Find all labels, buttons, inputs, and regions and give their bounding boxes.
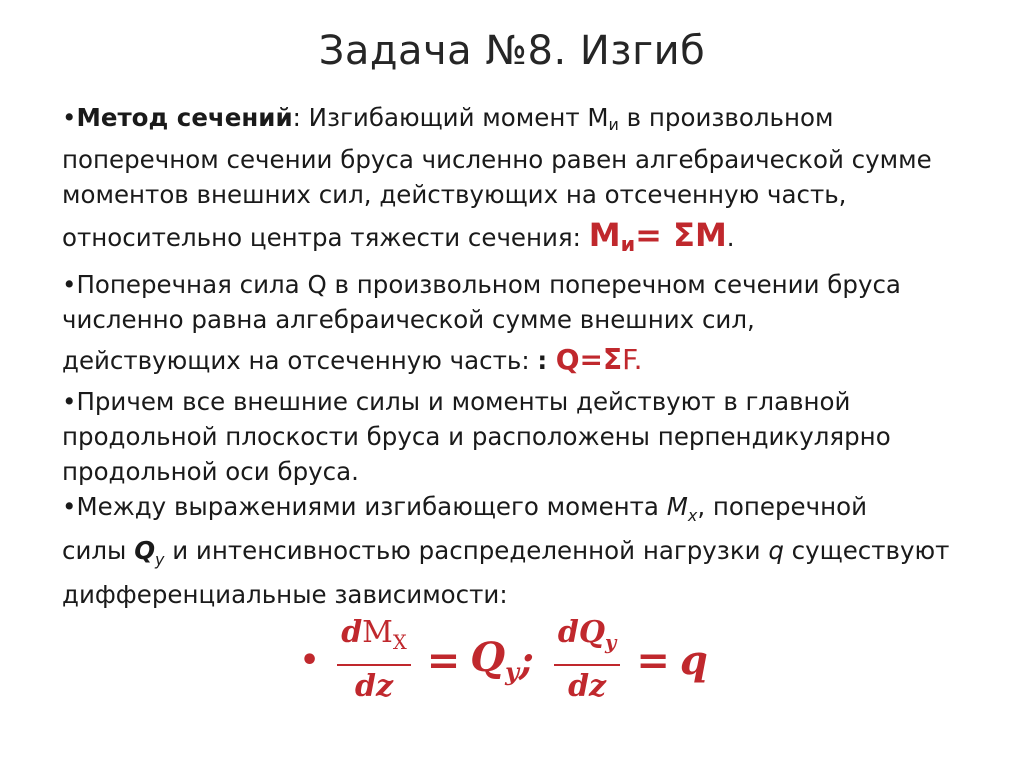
formula-m: М [588, 215, 621, 254]
formula-bullet: • [300, 642, 320, 678]
m-symbol: М [362, 615, 393, 650]
var-q-sub: y [155, 549, 165, 569]
equals-sign: = [636, 636, 670, 684]
p2-line-3 [62, 337, 982, 384]
p4-text: и интенсивностью распределенной нагрузки [164, 536, 769, 566]
colon: : [537, 346, 556, 376]
fraction-dq-dz [554, 614, 620, 706]
semicolon: ; [519, 636, 534, 684]
q-term [470, 634, 519, 686]
p1-line-2: поперечном сечении бруса численно равен алгебраической сумме [62, 144, 932, 174]
q-sub: y [505, 657, 520, 686]
p3-line-2: продольной плоскости бруса и расположены перпендикулярно [62, 422, 891, 452]
p1-line-1 [62, 100, 982, 142]
period: . [726, 222, 735, 252]
p1-text: относительно центра тяжести сечения: [62, 222, 589, 252]
method-label: Метод сечений [76, 103, 293, 132]
fraction-denominator: dz [568, 669, 607, 704]
subscript: и [608, 114, 619, 134]
shear-formula: Q=Σ [555, 343, 623, 377]
slide-body [62, 100, 982, 612]
p4-line-3: дифференциальные зависимости: [62, 579, 508, 609]
fraction-dm-dz [337, 614, 411, 706]
dq-sub: y [604, 631, 617, 654]
shear-formula-tail: F. [622, 343, 643, 377]
d-symbol: d [341, 615, 363, 650]
p4-text: силы [62, 536, 135, 566]
var-m-sub: x [687, 506, 698, 526]
fraction-numerator [554, 614, 620, 662]
differential-formula [300, 612, 708, 708]
p4-line-1 [62, 489, 982, 533]
slide-title: Задача №8. Изгиб [318, 28, 706, 74]
p4-line-2 [62, 533, 982, 577]
fraction-bar [554, 664, 620, 666]
p1-text: в произвольном [618, 103, 834, 132]
fraction-numerator [337, 614, 411, 662]
p3-line-1: •Причем все внешние силы и моменты действуют в главной [62, 387, 851, 417]
p2-text: действующих на отсеченную часть: [62, 346, 538, 376]
bullet: • [62, 103, 77, 132]
p4-text: •Между выражениями изгибающего момента [62, 492, 667, 522]
m-sub: Х [392, 631, 407, 654]
p4-text: существуют [783, 536, 950, 566]
p2-line-1: •Поперечная сила Q в произвольном поперечном сечении бруса [62, 270, 901, 300]
p1-line-3: моментов внешних сил, действующих на отсеченную часть, [62, 179, 847, 209]
p3-line-3: продольной оси бруса. [62, 457, 359, 487]
var-q-load: q [768, 536, 784, 566]
p1-text: : Изгибающий момент М [292, 103, 609, 132]
var-q: Q [134, 536, 156, 566]
fraction-denominator: dz [354, 669, 393, 704]
fraction-bar [337, 664, 411, 666]
equals-sign: = [426, 636, 461, 684]
formula-rest: = ΣМ [635, 215, 727, 254]
q-load-symbol: q [679, 636, 708, 684]
dq-symbol: dQ [557, 615, 605, 650]
q-symbol: Q [470, 634, 506, 681]
p2-line-2: численно равна алгебраической сумме внешних сил, [62, 305, 755, 335]
var-m: M [666, 492, 688, 522]
p4-text: , поперечной [697, 492, 868, 522]
p1-line-4 [62, 212, 982, 267]
moment-formula [588, 215, 727, 257]
formula-sub: и [620, 232, 636, 257]
